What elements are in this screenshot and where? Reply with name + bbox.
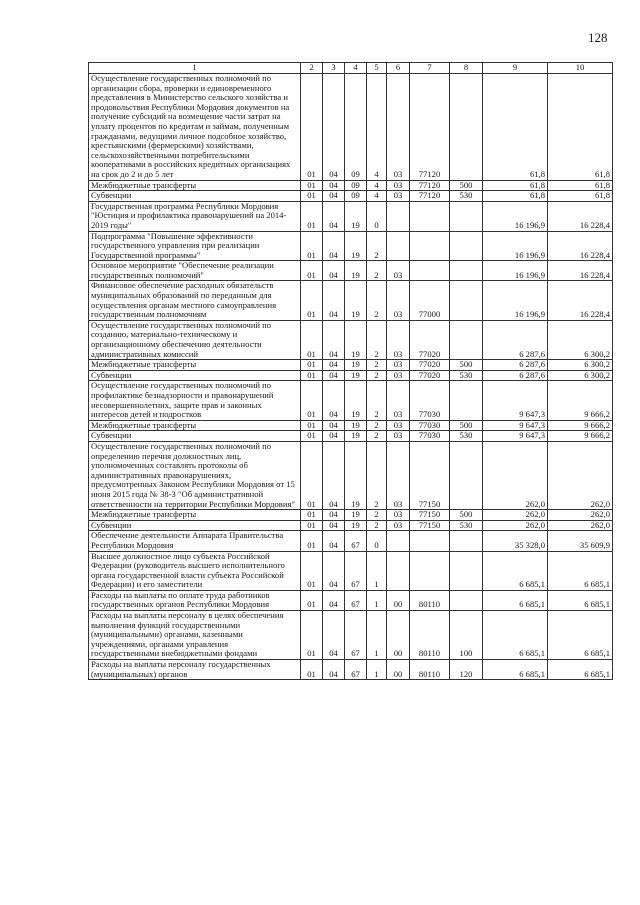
cell-activity [387,231,410,261]
cell-activity: 03 [387,74,410,181]
row-description: Осуществление государственных полномочий по созданию, материально-техническому и организационному обеспечению деятельности административных комиссий [89,320,301,359]
cell-amount-year2: 6 685,1 [548,611,613,660]
cell-pr: 04 [323,180,345,191]
cell-subprogram: 2 [367,281,387,320]
cell-amount-year1: 16 196,9 [483,281,548,320]
cell-direction: 77120 [410,74,450,181]
cell-amount-year1: 262,0 [483,510,548,521]
cell-pr: 04 [323,431,345,442]
cell-amount-year1: 6 287,6 [483,370,548,381]
cell-subprogram: 4 [367,74,387,181]
cell-vr [450,590,483,610]
table-row [89,520,613,531]
cell-vr: 530 [450,520,483,531]
cell-amount-year1: 6 287,6 [483,320,548,359]
cell-pr: 04 [323,590,345,610]
table-row [89,370,613,381]
cell-direction: 77120 [410,191,450,202]
cell-direction: 77000 [410,281,450,320]
row-description: Межбюджетные трансферты [89,420,301,431]
cell-program: 67 [345,590,367,610]
cell-pr: 04 [323,381,345,420]
cell-subprogram: 1 [367,611,387,660]
cell-amount-year2: 262,0 [548,441,613,509]
cell-pr: 04 [323,231,345,261]
cell-subprogram: 2 [367,520,387,531]
cell-activity: 00 [387,660,410,680]
table-row [89,191,613,202]
cell-vr [450,381,483,420]
cell-activity: 03 [387,370,410,381]
header-row [89,63,613,74]
cell-amount-year1: 262,0 [483,520,548,531]
cell-program: 19 [345,201,367,231]
cell-amount-year1: 61,8 [483,180,548,191]
cell-program: 19 [345,420,367,431]
cell-direction: 77150 [410,441,450,509]
cell-subprogram: 4 [367,191,387,202]
cell-pr: 04 [323,360,345,371]
cell-subprogram: 2 [367,370,387,381]
cell-direction: 77150 [410,510,450,521]
cell-activity [387,531,410,551]
row-description: Субвенции [89,370,301,381]
table-row [89,551,613,590]
cell-rz: 01 [301,420,323,431]
cell-direction: 77030 [410,381,450,420]
cell-rz: 01 [301,180,323,191]
cell-subprogram: 4 [367,180,387,191]
row-description: Межбюджетные трансферты [89,510,301,521]
cell-subprogram: 2 [367,431,387,442]
cell-activity: 03 [387,261,410,281]
cell-subprogram: 1 [367,660,387,680]
cell-vr [450,551,483,590]
cell-pr: 04 [323,551,345,590]
row-description: Расходы на выплаты персоналу государственных (муниципальных) органов [89,660,301,680]
cell-amount-year2: 61,8 [548,180,613,191]
cell-program: 67 [345,551,367,590]
table-row [89,360,613,371]
cell-subprogram: 0 [367,201,387,231]
cell-direction [410,231,450,261]
col-header: 8 [450,63,483,74]
row-description: Осуществление государственных полномочий по определению перечня должностных лиц, уполномоченных составлять протоколы об административных правонарушениях, предусмотренных Законом Республики Мордовия от 15 июня 2015 года № 38-З "Об административной ответственности на территории Республики Мордовия" [89,441,301,509]
cell-vr [450,441,483,509]
cell-activity: 03 [387,320,410,359]
cell-vr: 530 [450,431,483,442]
cell-program: 67 [345,531,367,551]
cell-amount-year1: 16 196,9 [483,201,548,231]
cell-vr [450,531,483,551]
cell-rz: 01 [301,360,323,371]
row-description: Осуществление государственных полномочий по организации сбора, проверки и единовременного представления в Министерство сельского хозяйства и продовольствия Республики Мордовия документов на получение субсидий на возмещение части затрат на уплату процентов по кредитам и займам, полученным гражданами, ведущими личное подсобное хозяйство, крестьянскими (фермерскими) хозяйствами, сельскохозяйственными потребительскими кооперативами в российских кредитных организациях на срок до 2 и до 5 лет [89,74,301,181]
cell-pr: 04 [323,660,345,680]
row-description: Высшее должностное лицо субъекта Российской Федерации (руководитель высшего исполнительного органа государственной власти субъекта Российской Федерации) и его заместители [89,551,301,590]
cell-direction [410,261,450,281]
page-number: 128 [588,30,608,45]
cell-program: 19 [345,441,367,509]
cell-amount-year1: 16 196,9 [483,261,548,281]
col-header: 7 [410,63,450,74]
cell-amount-year2: 61,8 [548,191,613,202]
cell-amount-year1: 6 685,1 [483,590,548,610]
cell-subprogram: 2 [367,420,387,431]
cell-rz: 01 [301,320,323,359]
cell-activity: 03 [387,360,410,371]
cell-pr: 04 [323,320,345,359]
cell-program: 19 [345,431,367,442]
cell-vr [450,261,483,281]
cell-rz: 01 [301,660,323,680]
table-row [89,510,613,521]
cell-vr: 100 [450,611,483,660]
cell-program: 19 [345,320,367,359]
cell-activity: 03 [387,180,410,191]
table-row [89,441,613,509]
cell-direction: 80110 [410,660,450,680]
cell-direction: 77020 [410,360,450,371]
cell-vr: 500 [450,360,483,371]
cell-rz: 01 [301,611,323,660]
cell-program: 19 [345,370,367,381]
budget-table [88,62,613,680]
cell-amount-year2: 9 666,2 [548,381,613,420]
cell-rz: 01 [301,191,323,202]
cell-activity [387,201,410,231]
cell-rz: 01 [301,231,323,261]
row-description: Государственная программа Республики Мордовия "Юстиция и профилактика правонарушений на 2014-2019 годы" [89,201,301,231]
cell-program: 19 [345,510,367,521]
cell-activity: 03 [387,520,410,531]
cell-vr: 500 [450,420,483,431]
cell-pr: 04 [323,441,345,509]
cell-amount-year1: 35 328,0 [483,531,548,551]
table-row [89,590,613,610]
cell-direction: 80110 [410,611,450,660]
row-description: Обеспечение деятельности Аппарата Правительства Республики Мордовия [89,531,301,551]
cell-direction: 77030 [410,431,450,442]
cell-vr [450,281,483,320]
cell-pr: 04 [323,420,345,431]
row-description: Межбюджетные трансферты [89,180,301,191]
col-header: 3 [323,63,345,74]
cell-vr: 120 [450,660,483,680]
cell-subprogram: 2 [367,360,387,371]
cell-program: 19 [345,261,367,281]
row-description: Межбюджетные трансферты [89,360,301,371]
table-row [89,320,613,359]
cell-subprogram: 0 [367,531,387,551]
cell-program: 67 [345,660,367,680]
cell-amount-year1: 6 685,1 [483,660,548,680]
cell-rz: 01 [301,431,323,442]
cell-rz: 01 [301,551,323,590]
cell-amount-year1: 61,8 [483,74,548,181]
row-description: Расходы на выплаты персоналу в целях обеспечения выполнения функций государственными (муниципальными) органами, казенными учреждениями, органами управления государственными внебюджетными фондами [89,611,301,660]
cell-rz: 01 [301,281,323,320]
cell-direction [410,551,450,590]
cell-amount-year2: 6 685,1 [548,660,613,680]
cell-rz: 01 [301,381,323,420]
cell-activity [387,551,410,590]
table-row [89,74,613,181]
cell-vr [450,201,483,231]
table-body [89,74,613,680]
cell-activity: 03 [387,281,410,320]
cell-amount-year1: 6 685,1 [483,551,548,590]
cell-direction: 77020 [410,320,450,359]
cell-direction: 77030 [410,420,450,431]
cell-amount-year2: 6 300,2 [548,320,613,359]
cell-direction: 77150 [410,520,450,531]
cell-activity: 03 [387,420,410,431]
cell-direction: 77120 [410,180,450,191]
cell-pr: 04 [323,370,345,381]
table-row [89,531,613,551]
cell-program: 09 [345,191,367,202]
col-header: 5 [367,63,387,74]
cell-activity: 03 [387,441,410,509]
row-description: Расходы на выплаты по оплате труда работников государственных органов Республики Мордовия [89,590,301,610]
col-header: 9 [483,63,548,74]
cell-amount-year2: 262,0 [548,520,613,531]
cell-direction: 80110 [410,590,450,610]
row-description: Субвенции [89,431,301,442]
cell-program: 19 [345,231,367,261]
cell-subprogram: 2 [367,261,387,281]
table-row [89,420,613,431]
cell-amount-year2: 16 228,4 [548,281,613,320]
cell-pr: 04 [323,261,345,281]
col-header: 2 [301,63,323,74]
cell-subprogram: 2 [367,231,387,261]
row-description: Субвенции [89,191,301,202]
cell-vr: 500 [450,180,483,191]
cell-activity: 00 [387,590,410,610]
cell-rz: 01 [301,520,323,531]
cell-pr: 04 [323,611,345,660]
cell-activity: 03 [387,510,410,521]
table-row [89,231,613,261]
cell-subprogram: 2 [367,320,387,359]
cell-pr: 04 [323,520,345,531]
cell-amount-year2: 61,8 [548,74,613,181]
cell-program: 09 [345,74,367,181]
cell-subprogram: 2 [367,381,387,420]
cell-subprogram: 1 [367,551,387,590]
table-row [89,381,613,420]
cell-program: 19 [345,520,367,531]
table-row [89,261,613,281]
cell-amount-year1: 262,0 [483,441,548,509]
col-header: 1 [89,63,301,74]
cell-amount-year1: 9 647,3 [483,381,548,420]
cell-amount-year2: 16 228,4 [548,231,613,261]
cell-subprogram: 2 [367,441,387,509]
cell-amount-year2: 6 300,2 [548,360,613,371]
cell-activity: 00 [387,611,410,660]
row-description: Подпрограмма "Повышение эффективности государственного управления при реализации Государственной программы" [89,231,301,261]
cell-amount-year1: 61,8 [483,191,548,202]
cell-amount-year1: 16 196,9 [483,231,548,261]
cell-program: 19 [345,381,367,420]
cell-pr: 04 [323,74,345,181]
cell-amount-year1: 9 647,3 [483,431,548,442]
cell-amount-year1: 9 647,3 [483,420,548,431]
cell-amount-year2: 262,0 [548,510,613,521]
table-row [89,281,613,320]
cell-rz: 01 [301,531,323,551]
cell-pr: 04 [323,531,345,551]
cell-amount-year2: 6 685,1 [548,590,613,610]
cell-program: 19 [345,360,367,371]
cell-pr: 04 [323,510,345,521]
cell-program: 09 [345,180,367,191]
col-header: 6 [387,63,410,74]
cell-vr [450,74,483,181]
table-row [89,180,613,191]
cell-direction: 77020 [410,370,450,381]
table-row [89,611,613,660]
cell-pr: 04 [323,281,345,320]
cell-rz: 01 [301,261,323,281]
cell-pr: 04 [323,201,345,231]
table-row [89,201,613,231]
cell-activity: 03 [387,431,410,442]
cell-rz: 01 [301,590,323,610]
cell-vr: 500 [450,510,483,521]
cell-rz: 01 [301,74,323,181]
cell-amount-year2: 35 609,9 [548,531,613,551]
cell-amount-year2: 9 666,2 [548,431,613,442]
row-description: Субвенции [89,520,301,531]
cell-vr [450,320,483,359]
cell-amount-year2: 6 685,1 [548,551,613,590]
row-description: Осуществление государственных полномочий по профилактике безнадзорности и правонарушений несовершеннолетних, защите прав и законных интересов детей и подростков [89,381,301,420]
cell-pr: 04 [323,191,345,202]
row-description: Основное мероприятие "Обеспечение реализации государственных полномочий" [89,261,301,281]
cell-program: 19 [345,281,367,320]
cell-vr: 530 [450,191,483,202]
col-header: 10 [548,63,613,74]
cell-amount-year2: 16 228,4 [548,261,613,281]
cell-activity: 03 [387,381,410,420]
table-row [89,431,613,442]
row-description: Финансовое обеспечение расходных обязательств муниципальных образований по переданным для осуществления органам местного самоуправления государственным полномочиям [89,281,301,320]
cell-direction [410,201,450,231]
cell-amount-year1: 6 287,6 [483,360,548,371]
cell-rz: 01 [301,441,323,509]
col-header: 4 [345,63,367,74]
cell-amount-year2: 9 666,2 [548,420,613,431]
cell-amount-year2: 16 228,4 [548,201,613,231]
cell-vr [450,231,483,261]
cell-rz: 01 [301,510,323,521]
cell-program: 67 [345,611,367,660]
table-row [89,660,613,680]
cell-rz: 01 [301,370,323,381]
cell-amount-year1: 6 685,1 [483,611,548,660]
cell-subprogram: 1 [367,590,387,610]
cell-direction [410,531,450,551]
cell-amount-year2: 6 300,2 [548,370,613,381]
cell-subprogram: 2 [367,510,387,521]
cell-activity: 03 [387,191,410,202]
cell-rz: 01 [301,201,323,231]
cell-vr: 530 [450,370,483,381]
